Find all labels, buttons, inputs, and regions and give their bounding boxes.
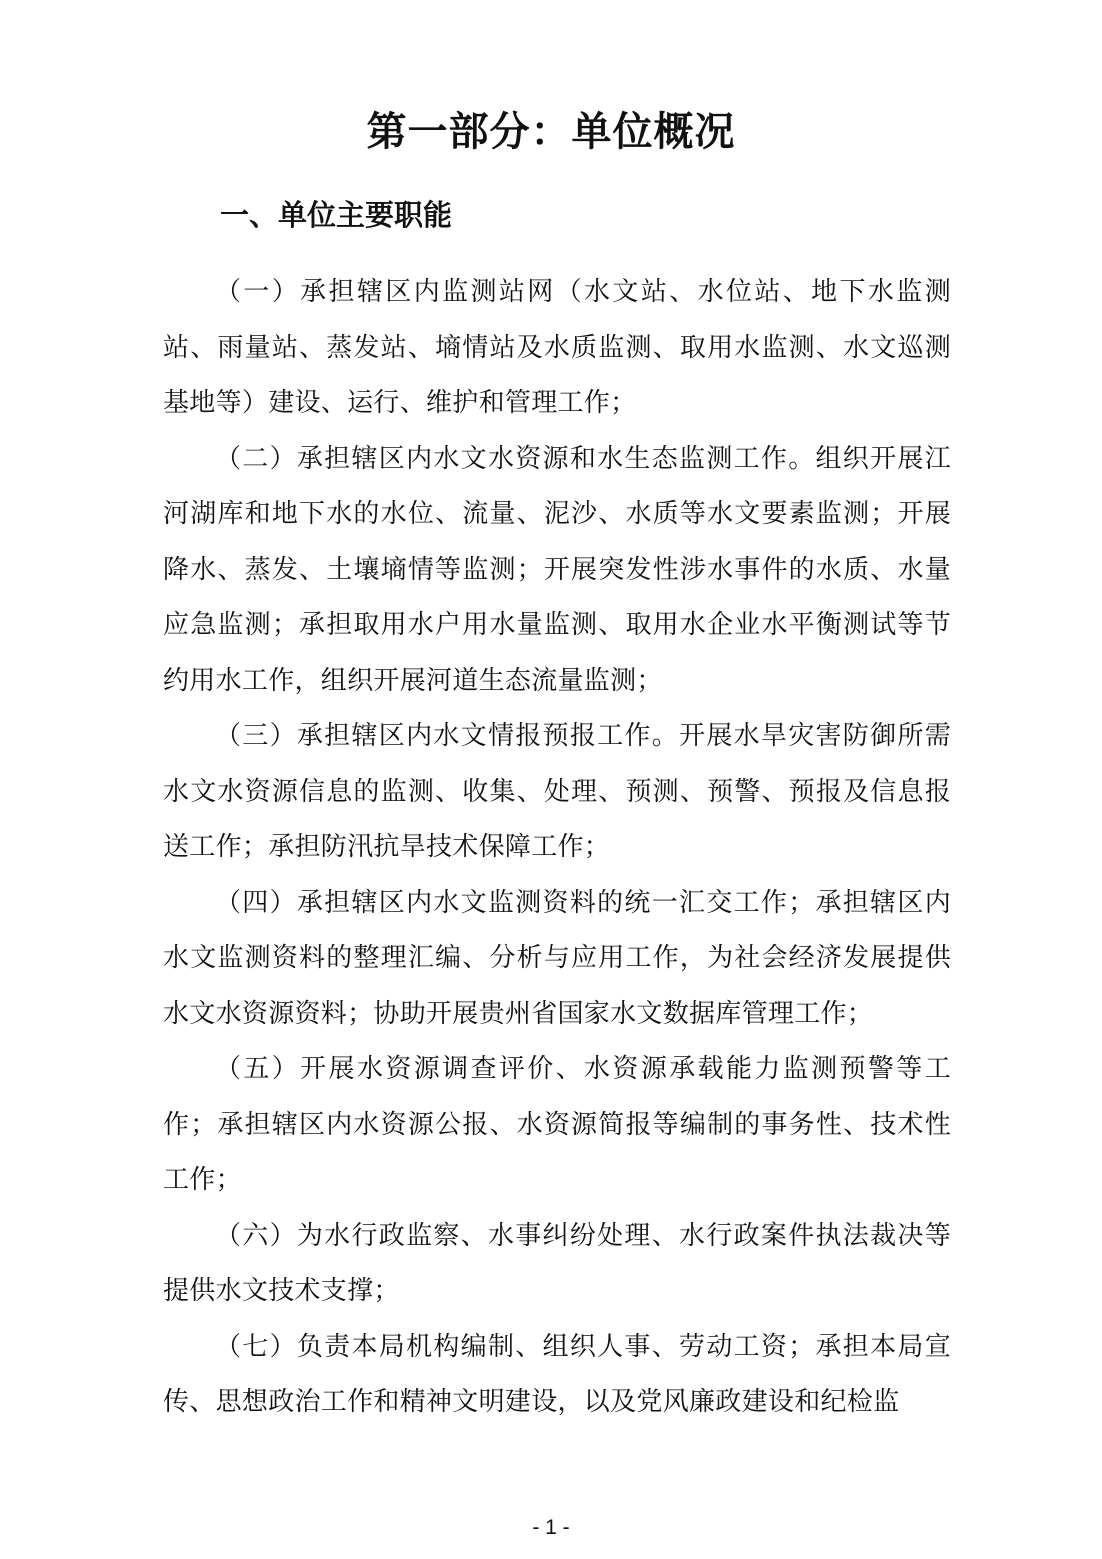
- paragraph-6: （六）为水行政监察、水事纠纷处理、水行政案件执法裁决等提供水文技术支撑；: [163, 1220, 951, 1306]
- paragraph-7: （七）负责本局机构编制、组织人事、劳动工资；承担本局宣传、思想政治工作和精神文明建设，以及党风廉政建设和纪检监: [163, 1331, 951, 1417]
- paragraph-3: （三）承担辖区内水文情报预报工作。开展水旱灾害防御所需水文水资源信息的监测、收集、处理、预测、预警、预报及信息报送工作；承担防汛抗旱技术保障工作；: [163, 721, 951, 862]
- paragraph-2: （二）承担辖区内水文水资源和水生态监测工作。组织开展江河湖库和地下水的水位、流量、泥沙、水质等水文要素监测；开展降水、蒸发、土壤墒情等监测；开展突发性涉水事件的水质、水量应急监测；承担取用水户用水量监测、取用水企业水平衡测试等节约用水工作，组织开展河道生态流量监测；: [163, 443, 951, 696]
- body-text: [163, 265, 951, 1431]
- paragraph-5: （五）开展水资源调查评价、水资源承载能力监测预警等工作；承担辖区内水资源公报、水资源简报等编制的事务性、技术性工作；: [163, 1054, 951, 1195]
- page-number: - 1 -: [532, 1516, 570, 1539]
- page-title: 第一部分：单位概况: [366, 109, 736, 155]
- section-heading: 一、单位主要职能: [220, 198, 453, 232]
- paragraph-1: （一）承担辖区内监测站网（水文站、水位站、地下水监测站、雨量站、蒸发站、墒情站及水质监测、取用水监测、水文巡测基地等）建设、运行、维护和管理工作；: [163, 277, 951, 418]
- paragraph-4: （四）承担辖区内水文监测资料的统一汇交工作；承担辖区内水文监测资料的整理汇编、分析与应用工作，为社会经济发展提供水文水资源资料；协助开展贵州省国家水文数据库管理工作；: [163, 887, 951, 1029]
